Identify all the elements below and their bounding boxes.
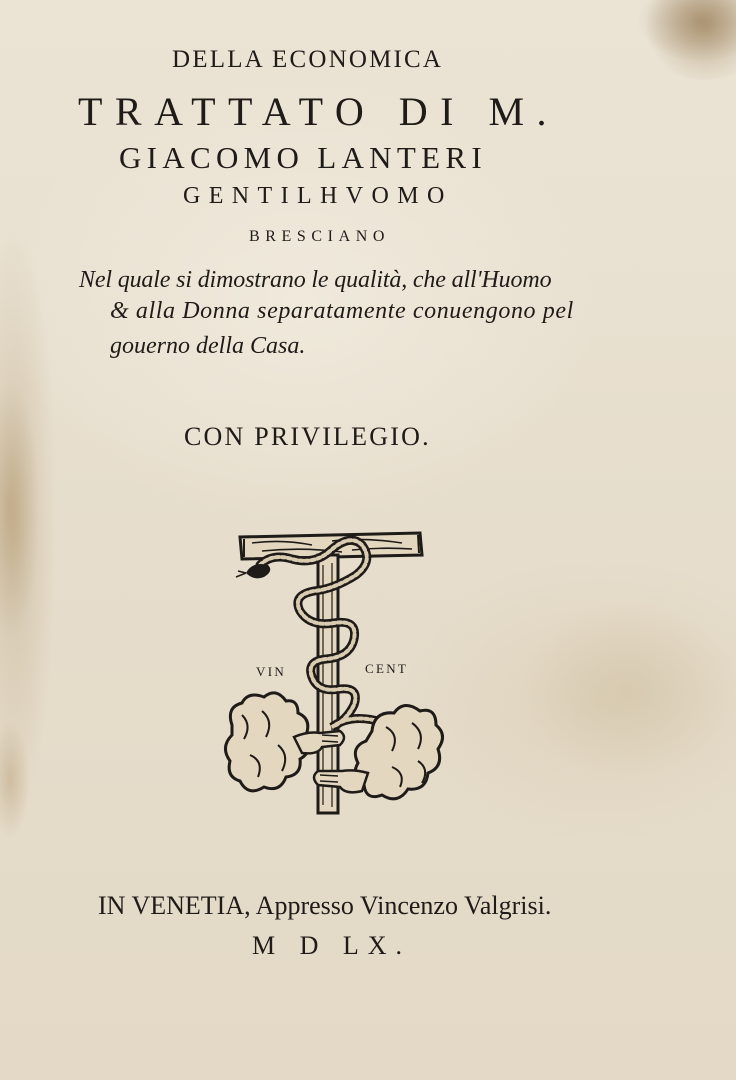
device-motto-right: CENT [365,661,409,676]
author-name: GIACOMO LANTERI [119,140,487,175]
paper-stain [0,380,40,640]
title-line-trattato: TRATTATO DI M. [78,89,560,134]
title-line-della-economica: DELLA ECONOMICA [172,46,444,73]
author-origin: BRESCIANO [249,228,391,245]
imprint-line: IN VENETIA, Appresso Vincenzo Valgrisi. [98,891,552,920]
description-line: Nel quale si dimostrano le qualità, che all'Huomo [79,267,552,293]
description-line: & alla Donna separatamente conuengono pel [110,298,574,324]
paper-stain [0,720,30,840]
device-motto-left: VIN [256,664,287,679]
paper-stain [640,0,736,80]
privilege-line: CON PRIVILEGIO. [184,422,431,451]
paper-stain [520,600,736,780]
publication-date: M D LX. [252,931,412,960]
description-line: gouerno della Casa. [110,333,306,359]
author-rank: GENTILHVOMO [183,183,453,209]
